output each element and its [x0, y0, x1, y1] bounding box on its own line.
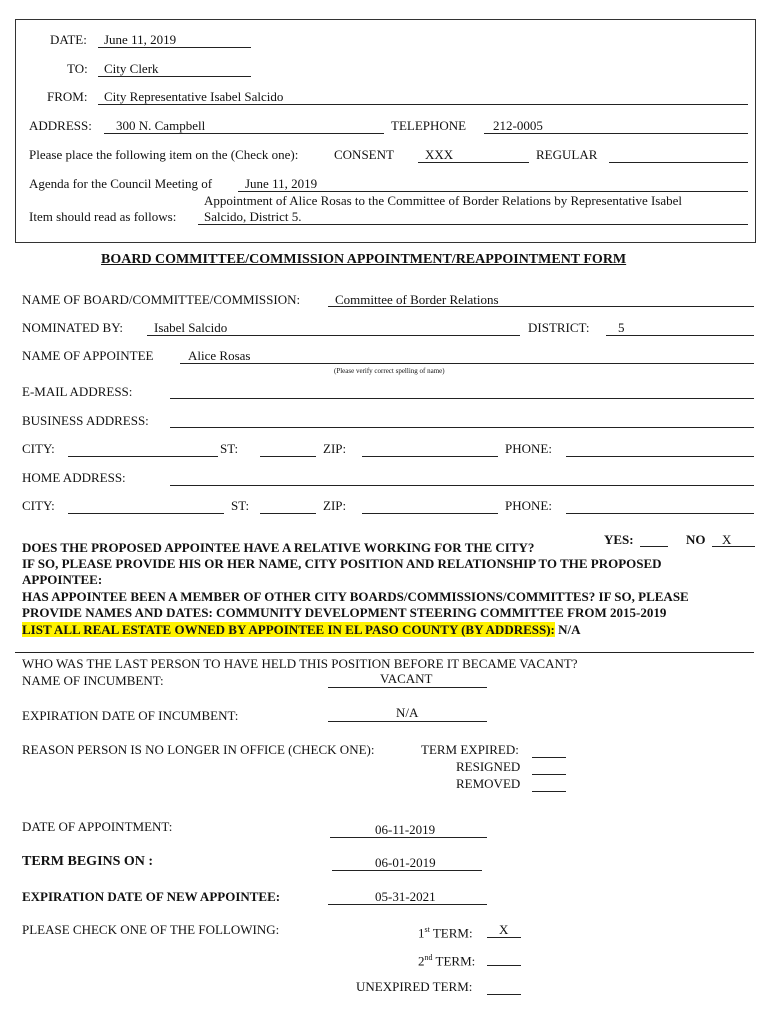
date-value: June 11, 2019	[104, 32, 177, 47]
first-term-suffix: st	[424, 925, 430, 934]
business-address-line	[170, 427, 754, 428]
to-value: City Clerk	[104, 61, 159, 76]
term-begins-line	[332, 870, 482, 871]
telephone-label: TELEPHONE	[391, 118, 467, 133]
district-value: 5	[618, 320, 625, 335]
second-term-number: 2	[418, 953, 425, 969]
telephone-value: 212-0005	[493, 118, 543, 133]
incumbent-exp-value: N/A	[396, 705, 419, 720]
regular-label: REGULAR	[536, 147, 598, 162]
term-begins-label: TERM BEGINS ON :	[22, 854, 154, 869]
form-title: BOARD COMMITTEE/COMMISSION APPOINTMENT/REAPPOINTMENT FORM	[101, 252, 627, 267]
date-line	[98, 47, 251, 48]
address-line	[104, 133, 384, 134]
relative-question-3: APPOINTEE:	[22, 572, 103, 587]
board-line	[328, 306, 754, 307]
removed-line	[532, 791, 566, 792]
term-begins-value: 06-01-2019	[375, 855, 436, 870]
incumbent-name-label: NAME OF INCUMBENT:	[22, 673, 164, 688]
nominated-line	[147, 335, 520, 336]
read-as-line2: Salcido, District 5.	[204, 209, 302, 224]
business-city-line	[68, 456, 218, 457]
appointee-line	[180, 363, 754, 364]
realestate-question-text: LIST ALL REAL ESTATE OWNED BY APPOINTEE IN EL PASO COUNTY (BY ADDRESS):	[22, 622, 555, 637]
home-phone-line	[566, 513, 754, 514]
business-st-label: ST:	[220, 441, 239, 456]
member-question-2: PROVIDE NAMES AND DATES: COMMUNITY DEVELOPMENT STEERING COMMITTEE FROM 2015-2019	[22, 605, 667, 620]
address-label: ADDRESS:	[29, 118, 92, 133]
consent-line	[418, 162, 529, 163]
section-divider	[15, 652, 754, 653]
to-label: TO:	[67, 61, 88, 76]
second-term-suffix: nd	[424, 953, 433, 962]
yes-label: YES:	[604, 532, 634, 547]
incumbent-who-label: WHO WAS THE LAST PERSON TO HAVE HELD THIS POSITION BEFORE IT BECAME VACANT?	[22, 656, 578, 671]
no-line	[712, 546, 755, 547]
place-item-label: Please place the following item on the (Check one):	[29, 147, 299, 162]
incumbent-exp-label: EXPIRATION DATE OF INCUMBENT:	[22, 708, 239, 723]
unexpired-term-line	[487, 994, 521, 995]
board-value: Committee of Border Relations	[335, 292, 499, 307]
home-phone-label: PHONE:	[505, 498, 552, 513]
address-value: 300 N. Campbell	[116, 118, 206, 133]
resigned-line	[532, 774, 566, 775]
second-term-text: TERM:	[432, 953, 476, 969]
expiration-value: 05-31-2021	[375, 889, 436, 904]
nominated-value: Isabel Salcido	[154, 320, 228, 335]
removed-label: REMOVED	[456, 776, 521, 791]
regular-line	[609, 162, 748, 163]
read-as-line	[198, 224, 748, 225]
incumbent-exp-line	[328, 721, 487, 722]
home-address-label: HOME ADDRESS:	[22, 470, 126, 485]
home-address-line	[170, 485, 754, 486]
business-city-label: CITY:	[22, 441, 55, 456]
member-question: HAS APPOINTEE BEEN A MEMBER OF OTHER CITY BOARDS/COMMISSIONS/COMMITTES? IF SO, PLEASE	[22, 589, 689, 604]
incumbent-name-line	[328, 687, 487, 688]
read-as-label: Item should read as follows:	[29, 209, 177, 224]
second-term-line	[487, 965, 521, 966]
business-address-label: BUSINESS ADDRESS:	[22, 413, 149, 428]
home-st-label: ST:	[231, 498, 250, 513]
realestate-question	[22, 622, 581, 637]
first-term-text: TERM:	[429, 925, 473, 941]
appointee-value: Alice Rosas	[188, 348, 251, 363]
to-line	[98, 76, 251, 77]
home-st-line	[260, 513, 316, 514]
term-expired-label: TERM EXPIRED:	[421, 742, 519, 757]
district-label: DISTRICT:	[528, 320, 590, 335]
nominated-label: NOMINATED BY:	[22, 320, 123, 335]
home-city-line	[68, 513, 224, 514]
yes-line	[640, 546, 668, 547]
agenda-line	[238, 191, 748, 192]
appointee-label: NAME OF APPOINTEE	[22, 348, 154, 363]
expiration-line	[328, 904, 487, 905]
check-one-label: PLEASE CHECK ONE OF THE FOLLOWING:	[22, 922, 280, 937]
from-label: FROM:	[47, 89, 88, 104]
incumbent-name-value: VACANT	[380, 671, 433, 686]
business-phone-label: PHONE:	[505, 441, 552, 456]
business-phone-line	[566, 456, 754, 457]
first-term-label	[418, 922, 473, 940]
unexpired-term-label: UNEXPIRED TERM:	[356, 979, 473, 994]
business-zip-line	[362, 456, 498, 457]
home-city-label: CITY:	[22, 498, 55, 513]
expiration-label: EXPIRATION DATE OF NEW APPOINTEE:	[22, 889, 281, 904]
appointment-date-value: 06-11-2019	[375, 822, 436, 837]
email-label: E-MAIL ADDRESS:	[22, 384, 133, 399]
consent-value: XXX	[425, 147, 454, 162]
business-zip-label: ZIP:	[323, 441, 347, 456]
agenda-label: Agenda for the Council Meeting of	[29, 176, 213, 191]
no-label: NO	[686, 532, 706, 547]
relative-question: DOES THE PROPOSED APPOINTEE HAVE A RELATIVE WORKING FOR THE CITY?	[22, 540, 535, 555]
realestate-value: N/A	[558, 622, 581, 637]
verify-note: (Please verify correct spelling of name)	[334, 367, 445, 375]
district-line	[606, 335, 754, 336]
read-as-line1: Appointment of Alice Rosas to the Committee of Border Relations by Representative Isabel	[204, 193, 683, 208]
term-expired-line	[532, 757, 566, 758]
home-zip-label: ZIP:	[323, 498, 347, 513]
reason-label: REASON PERSON IS NO LONGER IN OFFICE (CHECK ONE):	[22, 742, 375, 757]
agenda-value: June 11, 2019	[245, 176, 318, 191]
business-st-line	[260, 456, 316, 457]
telephone-line	[484, 133, 748, 134]
from-line	[98, 104, 748, 105]
first-term-number: 1	[418, 925, 425, 941]
first-term-value: X	[499, 922, 509, 937]
date-label: DATE:	[50, 32, 87, 47]
second-term-label	[418, 950, 475, 968]
email-line	[170, 398, 754, 399]
resigned-label: RESIGNED	[456, 759, 521, 774]
appointment-date-line	[330, 837, 487, 838]
appointment-date-label: DATE OF APPOINTMENT:	[22, 819, 173, 834]
home-zip-line	[362, 513, 498, 514]
no-value: X	[722, 532, 732, 547]
from-value: City Representative Isabel Salcido	[104, 89, 284, 104]
board-label: NAME OF BOARD/COMMITTEE/COMMISSION:	[22, 292, 301, 307]
first-term-line	[487, 937, 521, 938]
consent-label: CONSENT	[334, 147, 394, 162]
relative-question-2: IF SO, PLEASE PROVIDE HIS OR HER NAME, CITY POSITION AND RELATIONSHIP TO THE PROPOSED	[22, 556, 662, 571]
